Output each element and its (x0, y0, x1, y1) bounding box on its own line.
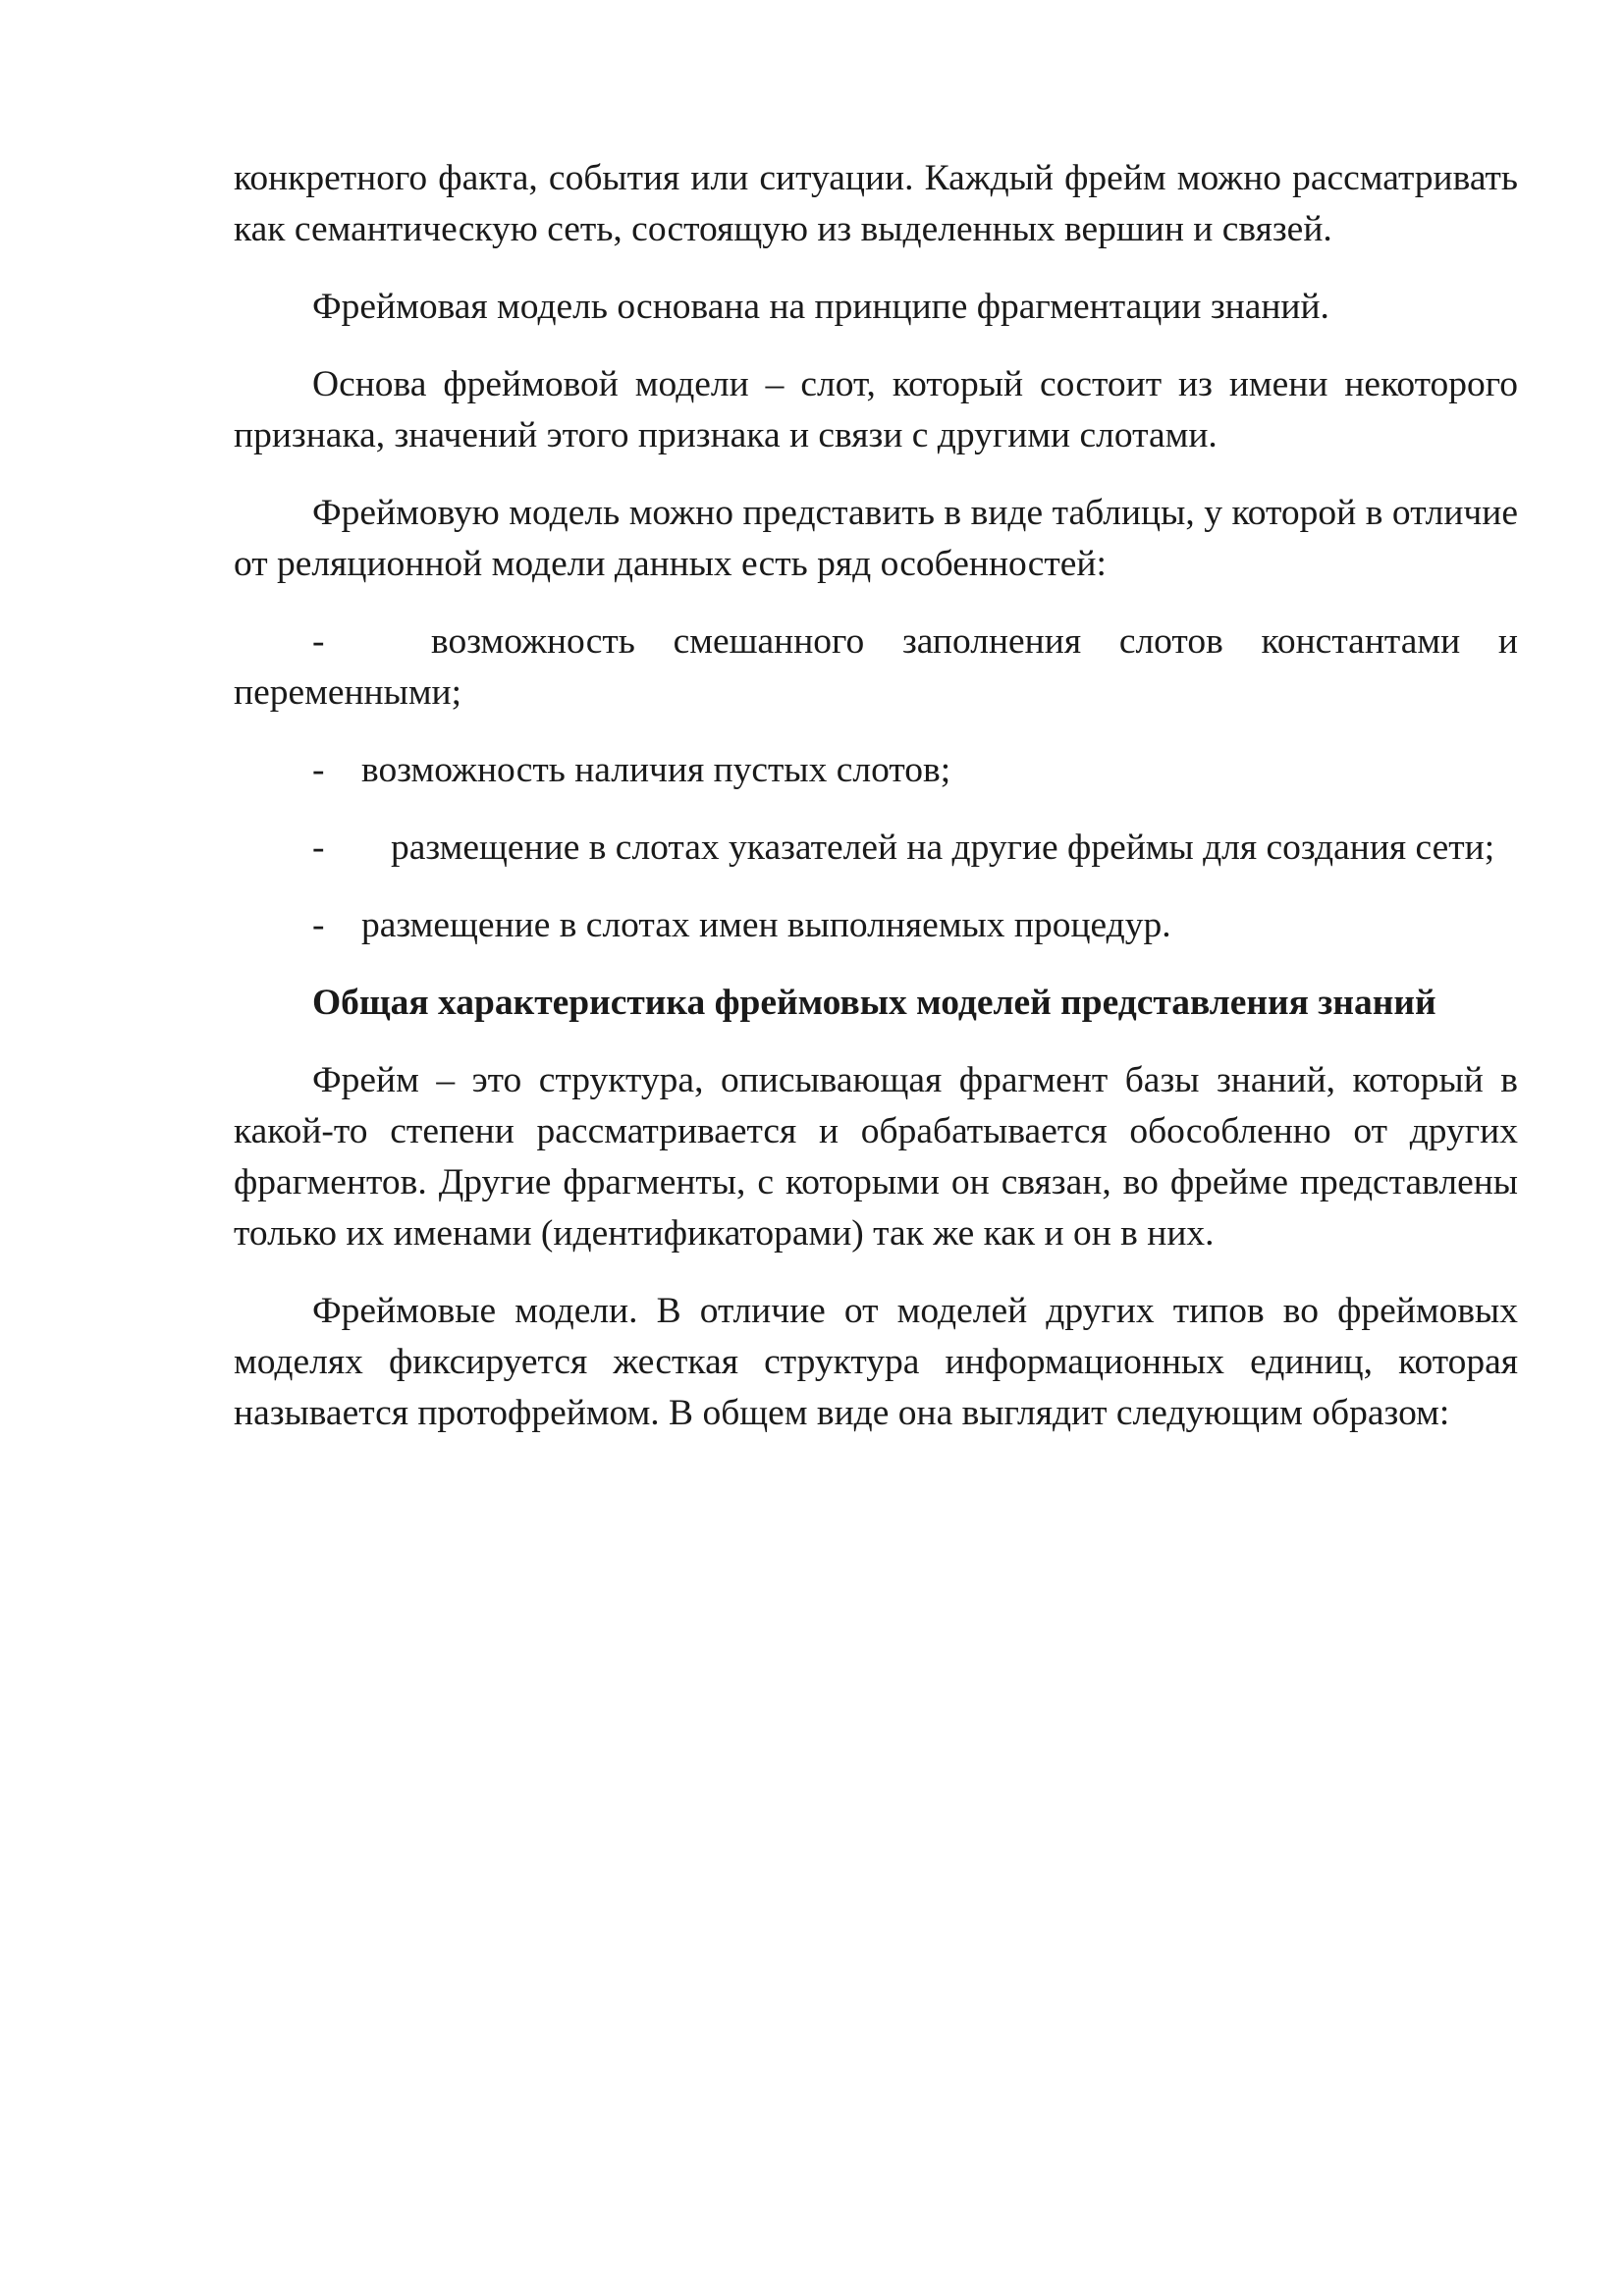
list-item (234, 900, 1518, 951)
list-item-text: возможность наличия пустых слотов; (361, 750, 951, 790)
list-item (234, 823, 1518, 874)
paragraph-fragmentation: Фреймовая модель основана на принципе фрагментации знаний. (312, 287, 1329, 327)
section-heading: Общая характеристика фреймовых моделей представления знаний (312, 983, 1436, 1023)
list-dash: - (312, 621, 325, 662)
list-dash: - (312, 828, 325, 868)
list-item (234, 616, 1518, 719)
list-dash: - (312, 750, 325, 790)
list-item (234, 745, 1518, 796)
list-item-text: размещение в слотах имен выполняемых процедур. (361, 905, 1171, 945)
list-item-text: возможность смешанного заполнения слотов константами и переменными; (234, 621, 1518, 713)
document-page (234, 153, 1518, 1466)
paragraph-slot: Основа фреймовой модели – слот, который состоит из имени некоторого признака, значений этого признака и связи с другими слотами. (234, 364, 1518, 455)
paragraph-frame-definition: Фрейм – это структура, описывающая фрагмент базы знаний, который в какой-то степени рассматривается и обрабатывается обособленно от других фрагментов. Другие фрагменты, с которыми он связан, во фрейме представлены только их именами (идентификаторами) так же как и он в них. (234, 1060, 1518, 1254)
list-dash: - (312, 905, 325, 945)
paragraph-frame-models: Фреймовые модели. В отличие от моделей других типов во фреймовых моделях фиксируется жесткая структура информационных единиц, которая называется протофреймом. В общем виде она выглядит следующим образом: (234, 1291, 1518, 1433)
list-item-text: размещение в слотах указателей на другие фреймы для создания сети; (391, 828, 1495, 868)
paragraph-table: Фреймовую модель можно представить в виде таблицы, у которой в отличие от реляционной модели данных есть ряд особенностей: (234, 493, 1518, 584)
paragraph-intro: конкретного факта, события или ситуации. Каждый фрейм можно рассматривать как семантическую сеть, состоящую из выделенных вершин и связей. (234, 158, 1518, 249)
